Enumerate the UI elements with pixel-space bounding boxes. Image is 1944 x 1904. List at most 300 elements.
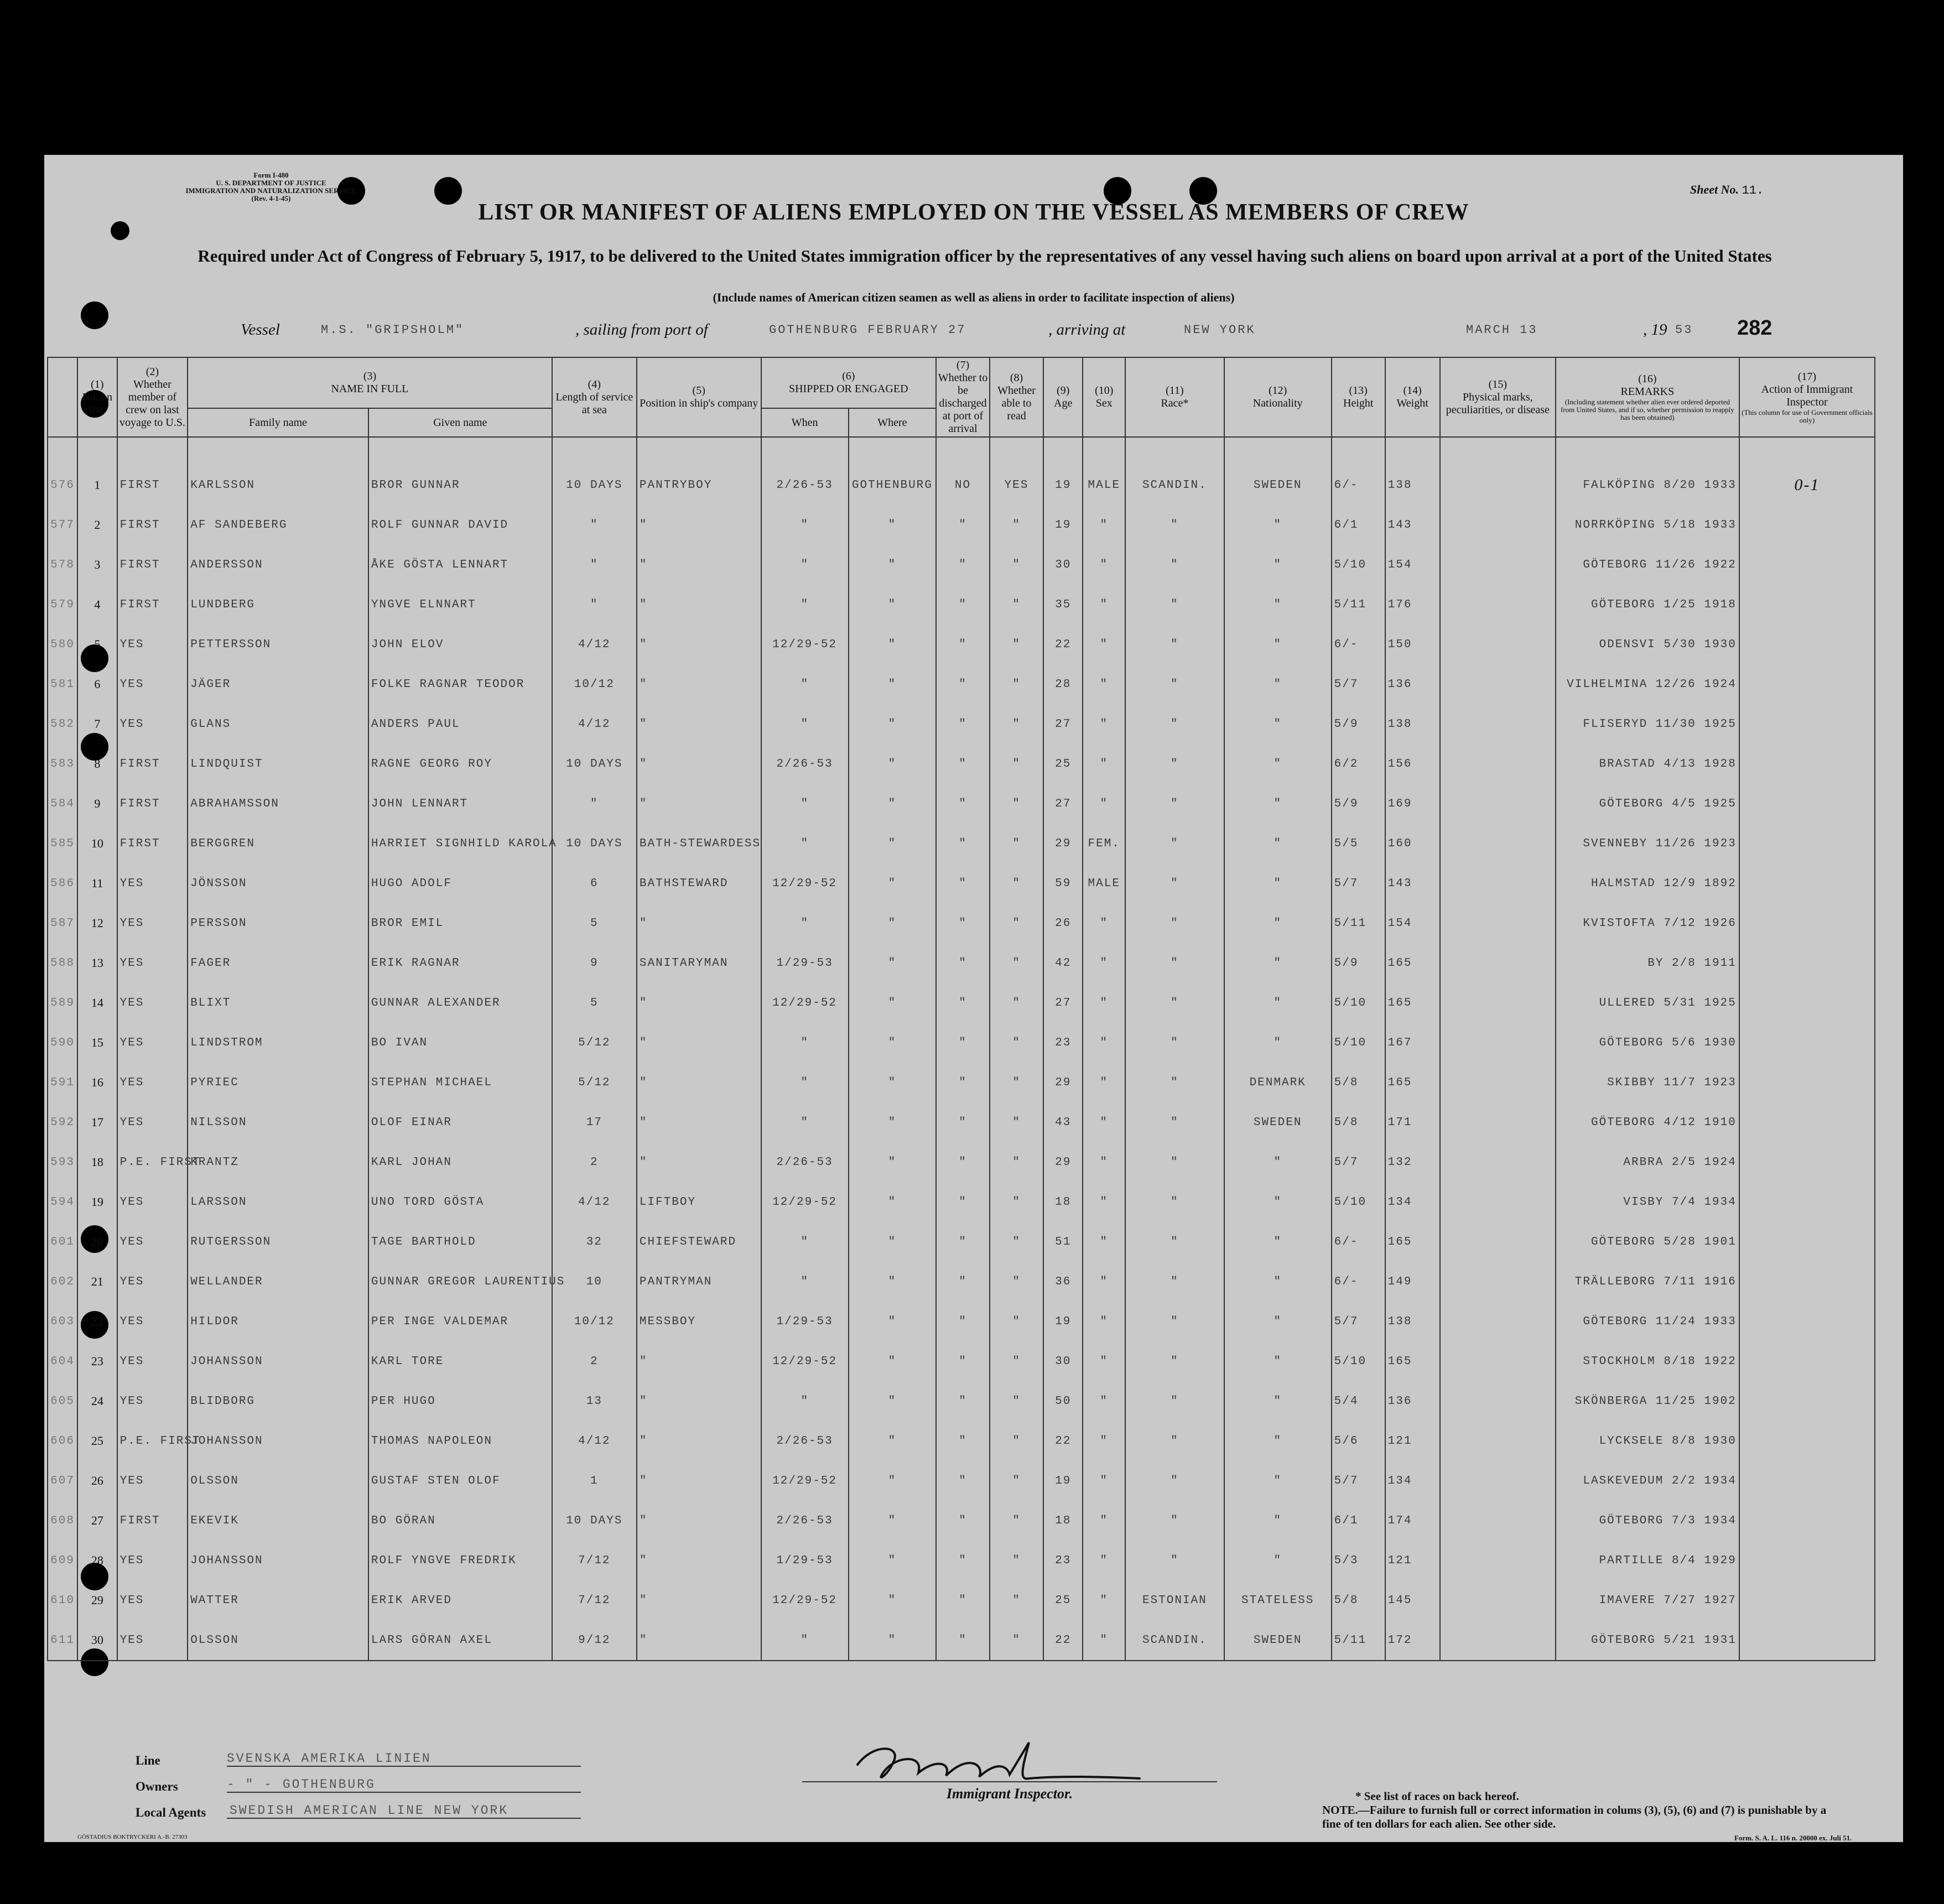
sex-cell: " — [1083, 1461, 1125, 1501]
prev-cell: YES — [117, 1541, 188, 1580]
list-number-cell: 577 — [48, 505, 77, 545]
row-number-cell: 5 — [77, 625, 117, 664]
disch-cell: " — [936, 903, 990, 943]
row-number-cell: 28 — [77, 1541, 117, 1580]
form-identifier — [160, 171, 382, 202]
prev-cell: YES — [117, 1023, 188, 1063]
position-cell: " — [637, 585, 761, 625]
action-cell — [1739, 903, 1875, 943]
remarks-cell: SKÖNBERGA 11/25 1902 — [1556, 1381, 1739, 1421]
action-cell — [1739, 1262, 1875, 1302]
service-cell: 5 — [552, 903, 637, 943]
read-cell: " — [990, 1421, 1043, 1461]
race-cell: " — [1125, 1222, 1224, 1262]
list-number-cell: 581 — [48, 664, 77, 704]
read-cell: " — [990, 983, 1043, 1023]
table-row — [48, 465, 1875, 505]
age-cell: 36 — [1043, 1262, 1083, 1302]
physical-marks-cell — [1440, 1421, 1556, 1461]
family-cell: LARSSON — [188, 1182, 368, 1222]
race-cell: " — [1125, 1063, 1224, 1102]
age-cell: 25 — [1043, 1580, 1083, 1620]
weight-cell: 138 — [1385, 704, 1440, 744]
nat-cell: SWEDEN — [1224, 1620, 1332, 1661]
disch-cell: " — [936, 625, 990, 664]
when-cell: 1/29-53 — [761, 1541, 849, 1580]
col-3: (3) NAME IN FULL — [188, 357, 552, 408]
race-cell: " — [1125, 505, 1224, 545]
weight-cell: 167 — [1385, 1023, 1440, 1063]
service-cell: 5/12 — [552, 1023, 637, 1063]
form-footer: Form. S. A. L. 116 n. 20000 ex. Juli 51. — [1734, 1834, 1852, 1842]
race-cell: " — [1125, 1501, 1224, 1541]
nat-cell: " — [1224, 863, 1332, 903]
family-cell: RUTGERSSON — [188, 1222, 368, 1262]
height-cell: 6/1 — [1332, 505, 1385, 545]
weight-cell: 171 — [1385, 1102, 1440, 1142]
disch-cell: " — [936, 1302, 990, 1341]
action-cell — [1739, 1102, 1875, 1142]
action-cell — [1739, 1620, 1875, 1661]
sex-cell: " — [1083, 1262, 1125, 1302]
sex-cell: " — [1083, 625, 1125, 664]
when-cell: 2/26-53 — [761, 1142, 849, 1182]
age-cell: 18 — [1043, 1501, 1083, 1541]
given-cell: JOHN LENNART — [368, 784, 552, 824]
physical-marks-cell — [1440, 903, 1556, 943]
family-cell: OLSSON — [188, 1461, 368, 1501]
list-number-cell: 590 — [48, 1023, 77, 1063]
given-cell: HARRIET SIGNHILD KAROLA — [368, 824, 552, 863]
nat-cell: " — [1224, 943, 1332, 983]
row-number-cell: 24 — [77, 1381, 117, 1421]
age-cell: 23 — [1043, 1541, 1083, 1580]
row-number-cell: 23 — [77, 1341, 117, 1381]
nat-cell: " — [1224, 1381, 1332, 1421]
age-cell: 26 — [1043, 903, 1083, 943]
age-cell: 19 — [1043, 465, 1083, 505]
physical-marks-cell — [1440, 664, 1556, 704]
weight-cell: 165 — [1385, 943, 1440, 983]
sex-cell: MALE — [1083, 465, 1125, 505]
page-title: LIST OR MANIFEST OF ALIENS EMPLOYED ON THE VESSEL AS MEMBERS OF CREW — [478, 200, 1469, 225]
action-cell — [1739, 1461, 1875, 1501]
table-row — [48, 1102, 1875, 1142]
weight-cell: 121 — [1385, 1421, 1440, 1461]
race-cell: " — [1125, 1102, 1224, 1142]
sex-cell: " — [1083, 983, 1125, 1023]
port-value: GOTHENBURG FEBRUARY 27 — [769, 323, 966, 337]
prev-cell: FIRST — [117, 1501, 188, 1541]
service-cell: 4/12 — [552, 1182, 637, 1222]
read-cell: " — [990, 1182, 1043, 1222]
sex-cell: " — [1083, 545, 1125, 585]
physical-marks-cell — [1440, 1222, 1556, 1262]
height-cell: 5/6 — [1332, 1421, 1385, 1461]
sheet-label: Sheet No. — [1690, 183, 1739, 196]
height-cell: 5/7 — [1332, 863, 1385, 903]
service-cell: 2 — [552, 1142, 637, 1182]
col-11: (11) Race* — [1125, 357, 1224, 437]
where-cell: " — [849, 744, 936, 784]
remarks-cell: GÖTEBORG 5/6 1930 — [1556, 1023, 1739, 1063]
nat-cell: " — [1224, 744, 1332, 784]
physical-marks-cell — [1440, 704, 1556, 744]
sex-cell: " — [1083, 1580, 1125, 1620]
given-cell: GUNNAR GREGOR LAURENTIUS — [368, 1262, 552, 1302]
list-number-cell: 583 — [48, 744, 77, 784]
remarks-cell: GÖTEBORG 1/25 1918 — [1556, 585, 1739, 625]
sex-cell: " — [1083, 505, 1125, 545]
where-cell: " — [849, 943, 936, 983]
table-row — [48, 704, 1875, 744]
where-cell: " — [849, 1461, 936, 1501]
age-cell: 19 — [1043, 1302, 1083, 1341]
position-cell: " — [637, 903, 761, 943]
family-cell: KARLSSON — [188, 465, 368, 505]
service-cell: 5 — [552, 983, 637, 1023]
given-cell: ERIK RAGNAR — [368, 943, 552, 983]
where-cell: " — [849, 1620, 936, 1661]
service-cell: 7/12 — [552, 1580, 637, 1620]
nat-cell: " — [1224, 545, 1332, 585]
where-cell: " — [849, 545, 936, 585]
height-cell: 5/10 — [1332, 983, 1385, 1023]
where-cell: " — [849, 1222, 936, 1262]
row-number-cell: 12 — [77, 903, 117, 943]
service-cell: 32 — [552, 1222, 637, 1262]
height-cell: 5/10 — [1332, 1023, 1385, 1063]
family-cell: GLANS — [188, 704, 368, 744]
row-number-cell: 15 — [77, 1023, 117, 1063]
year-value: 53 — [1675, 323, 1693, 337]
position-cell: " — [637, 1063, 761, 1102]
weight-cell: 121 — [1385, 1541, 1440, 1580]
read-cell: " — [990, 1302, 1043, 1341]
read-cell: " — [990, 1222, 1043, 1262]
position-cell: " — [637, 1023, 761, 1063]
read-cell: " — [990, 664, 1043, 704]
height-cell: 5/10 — [1332, 1341, 1385, 1381]
service-cell: 9/12 — [552, 1620, 637, 1661]
prev-cell: YES — [117, 1341, 188, 1381]
remarks-cell: ULLERED 5/31 1925 — [1556, 983, 1739, 1023]
age-cell: 22 — [1043, 1620, 1083, 1661]
physical-marks-cell — [1440, 863, 1556, 903]
remarks-cell: GÖTEBORG 11/26 1922 — [1556, 545, 1739, 585]
nat-cell: SWEDEN — [1224, 465, 1332, 505]
owners-value: - " - GOTHENBURG — [227, 1777, 376, 1792]
when-cell: " — [761, 505, 849, 545]
remarks-cell: SVENNEBY 11/26 1923 — [1556, 824, 1739, 863]
list-number-cell: 593 — [48, 1142, 77, 1182]
given-cell: UNO TORD GÖSTA — [368, 1182, 552, 1222]
owners-rule — [227, 1792, 581, 1793]
physical-marks-cell — [1440, 784, 1556, 824]
position-cell: " — [637, 1421, 761, 1461]
sex-cell: " — [1083, 1023, 1125, 1063]
age-cell: 51 — [1043, 1222, 1083, 1262]
weight-cell: 136 — [1385, 1381, 1440, 1421]
table-row — [48, 1381, 1875, 1421]
prev-cell: YES — [117, 1063, 188, 1102]
physical-marks-cell — [1440, 1262, 1556, 1302]
where-cell: " — [849, 1102, 936, 1142]
weight-cell: 138 — [1385, 1302, 1440, 1341]
height-cell: 5/4 — [1332, 1381, 1385, 1421]
height-cell: 5/8 — [1332, 1063, 1385, 1102]
height-cell: 5/9 — [1332, 784, 1385, 824]
position-cell: PANTRYMAN — [637, 1262, 761, 1302]
race-cell: ESTONIAN — [1125, 1580, 1224, 1620]
table-row — [48, 1142, 1875, 1182]
where-cell: " — [849, 1541, 936, 1580]
nat-cell: DENMARK — [1224, 1063, 1332, 1102]
given-cell: GUSTAF STEN OLOF — [368, 1461, 552, 1501]
physical-marks-cell — [1440, 1501, 1556, 1541]
height-cell: 5/7 — [1332, 1461, 1385, 1501]
weight-cell: 154 — [1385, 545, 1440, 585]
physical-marks-cell — [1440, 1063, 1556, 1102]
physical-marks-cell — [1440, 505, 1556, 545]
prev-cell: FIRST — [117, 465, 188, 505]
age-cell: 59 — [1043, 863, 1083, 903]
where-cell: " — [849, 863, 936, 903]
read-cell: " — [990, 1580, 1043, 1620]
footnote-penalty: NOTE.—Failure to furnish full or correct information in colums (3), (5), (6) and (7) is punishable by a fine of ten dollars for each alien. See other side. — [1322, 1803, 1827, 1830]
weight-cell: 134 — [1385, 1182, 1440, 1222]
read-cell: " — [990, 784, 1043, 824]
row-number-cell: 2 — [77, 505, 117, 545]
position-cell: BATHSTEWARD — [637, 863, 761, 903]
weight-cell: 149 — [1385, 1262, 1440, 1302]
where-cell: " — [849, 1142, 936, 1182]
action-cell — [1739, 863, 1875, 903]
table-row — [48, 1501, 1875, 1541]
sex-cell: FEM. — [1083, 824, 1125, 863]
row-number-cell: 30 — [77, 1620, 117, 1661]
family-cell: EKEVIK — [188, 1501, 368, 1541]
action-cell — [1739, 1222, 1875, 1262]
physical-marks-cell — [1440, 983, 1556, 1023]
when-cell: " — [761, 585, 849, 625]
disch-cell: " — [936, 1023, 990, 1063]
position-cell: " — [637, 704, 761, 744]
table-row — [48, 1341, 1875, 1381]
nat-cell: " — [1224, 824, 1332, 863]
disch-cell: NO — [936, 465, 990, 505]
sheet-value: 11. — [1742, 184, 1764, 197]
age-cell: 19 — [1043, 505, 1083, 545]
when-cell: 12/29-52 — [761, 625, 849, 664]
department: U. S. DEPARTMENT OF JUSTICE — [216, 179, 326, 187]
given-cell: ERIK ARVED — [368, 1580, 552, 1620]
line-value: SVENSKA AMERIKA LINIEN — [227, 1751, 432, 1766]
given-cell: ANDERS PAUL — [368, 704, 552, 744]
list-number-cell: 594 — [48, 1182, 77, 1222]
height-cell: 5/9 — [1332, 943, 1385, 983]
sex-cell: " — [1083, 1302, 1125, 1341]
prev-cell: YES — [117, 664, 188, 704]
disch-cell: " — [936, 943, 990, 983]
age-cell: 43 — [1043, 1102, 1083, 1142]
service-cell: 7/12 — [552, 1541, 637, 1580]
list-number-cell: 604 — [48, 1341, 77, 1381]
remarks-cell: GÖTEBORG 4/5 1925 — [1556, 784, 1739, 824]
where-cell: " — [849, 1421, 936, 1461]
service-cell: 10/12 — [552, 1302, 637, 1341]
sex-cell: " — [1083, 1102, 1125, 1142]
footnotes — [1322, 1789, 1842, 1831]
row-number-cell: 14 — [77, 983, 117, 1023]
sex-cell: " — [1083, 784, 1125, 824]
table-row — [48, 744, 1875, 784]
position-cell: " — [637, 1580, 761, 1620]
position-cell: CHIEFSTEWARD — [637, 1222, 761, 1262]
row-number-cell: 22 — [77, 1302, 117, 1341]
service-cell: 13 — [552, 1381, 637, 1421]
col-6: (6) SHIPPED OR ENGAGED — [761, 357, 937, 408]
given-cell: YNGVE ELNNART — [368, 585, 552, 625]
given-cell: HUGO ADOLF — [368, 863, 552, 903]
row-number-cell: 1 — [77, 465, 117, 505]
where-cell: " — [849, 1182, 936, 1222]
nat-cell: " — [1224, 903, 1332, 943]
nat-cell: " — [1224, 1023, 1332, 1063]
position-cell: LIFTBOY — [637, 1182, 761, 1222]
sex-cell: " — [1083, 1063, 1125, 1102]
row-number-cell: 6 — [77, 664, 117, 704]
height-cell: 6/- — [1332, 1222, 1385, 1262]
when-cell: " — [761, 1023, 849, 1063]
list-number-cell: 607 — [48, 1461, 77, 1501]
disch-cell: " — [936, 1541, 990, 1580]
physical-marks-cell — [1440, 1182, 1556, 1222]
col-given-name: Given name — [368, 408, 552, 437]
race-cell: " — [1125, 744, 1224, 784]
read-cell: " — [990, 704, 1043, 744]
col-where: Where — [849, 408, 936, 437]
manifest-sheet — [44, 155, 1903, 1842]
col-2: (2) Whether member of crew on last voyage to U.S. — [117, 357, 188, 437]
when-cell: " — [761, 1222, 849, 1262]
action-cell — [1739, 1341, 1875, 1381]
col-16: (16) REMARKS (Including statement whether alien ever ordered deported from United States, and if so, whether permission to reapply has been obtained) — [1556, 357, 1739, 437]
row-number-cell: 11 — [77, 863, 117, 903]
sex-cell: " — [1083, 943, 1125, 983]
where-cell: " — [849, 664, 936, 704]
when-cell: 2/26-53 — [761, 465, 849, 505]
family-cell: PETTERSSON — [188, 625, 368, 664]
prev-cell: YES — [117, 863, 188, 903]
list-number-cell: 591 — [48, 1063, 77, 1102]
when-cell: " — [761, 1102, 849, 1142]
remarks-cell: FALKÖPING 8/20 1933 — [1556, 465, 1739, 505]
race-cell: SCANDIN. — [1125, 465, 1224, 505]
when-cell: " — [761, 1620, 849, 1661]
disch-cell: " — [936, 824, 990, 863]
age-cell: 29 — [1043, 824, 1083, 863]
table-row — [48, 1262, 1875, 1302]
sex-cell: " — [1083, 1182, 1125, 1222]
row-number-cell: 19 — [77, 1182, 117, 1222]
where-cell: " — [849, 1580, 936, 1620]
read-cell: " — [990, 1501, 1043, 1541]
table-row — [48, 1580, 1875, 1620]
weight-cell: 156 — [1385, 744, 1440, 784]
sex-cell: " — [1083, 1222, 1125, 1262]
position-cell: " — [637, 545, 761, 585]
col-7: (7) Whether to be discharged at port of arrival — [936, 357, 990, 437]
weight-cell: 134 — [1385, 1461, 1440, 1501]
age-cell: 23 — [1043, 1023, 1083, 1063]
service-cell: 4/12 — [552, 1421, 637, 1461]
action-cell — [1739, 1501, 1875, 1541]
row-number-cell: 4 — [77, 585, 117, 625]
form-revision: (Rev. 4-1-45) — [251, 194, 291, 202]
table-row — [48, 585, 1875, 625]
read-cell: " — [990, 1341, 1043, 1381]
service-cell: 10 DAYS — [552, 1501, 637, 1541]
nat-cell: " — [1224, 1302, 1332, 1341]
height-cell: 6/- — [1332, 1262, 1385, 1302]
prev-cell: YES — [117, 1461, 188, 1501]
given-cell: ÅKE GÖSTA LENNART — [368, 545, 552, 585]
footnote-races: * See list of races on back hereof. — [1355, 1789, 1519, 1803]
when-cell: " — [761, 903, 849, 943]
physical-marks-cell — [1440, 1381, 1556, 1421]
when-cell: 12/29-52 — [761, 1341, 849, 1381]
col-10: (10) Sex — [1083, 357, 1125, 437]
physical-marks-cell — [1440, 465, 1556, 505]
given-cell: RAGNE GEORG ROY — [368, 744, 552, 784]
sex-cell: " — [1083, 1421, 1125, 1461]
action-cell — [1739, 1302, 1875, 1341]
disch-cell: " — [936, 1620, 990, 1661]
age-cell: 35 — [1043, 585, 1083, 625]
page-subtitle: Required under Act of Congress of February 5, 1917, to be delivered to the United States immigration officer by the representatives of any vessel having such aliens on board upon arrival at a port of the United States — [197, 246, 1772, 266]
disch-cell: " — [936, 1102, 990, 1142]
prev-cell: FIRST — [117, 784, 188, 824]
prev-cell: YES — [117, 943, 188, 983]
weight-cell: 143 — [1385, 863, 1440, 903]
family-cell: BLIDBORG — [188, 1381, 368, 1421]
disch-cell: " — [936, 784, 990, 824]
race-cell: " — [1125, 903, 1224, 943]
remarks-cell: KVISTOFTA 7/12 1926 — [1556, 903, 1739, 943]
table-row — [48, 1461, 1875, 1501]
col-13: (13) Height — [1332, 357, 1385, 437]
service-cell: 17 — [552, 1102, 637, 1142]
height-cell: 5/11 — [1332, 903, 1385, 943]
where-cell: " — [849, 784, 936, 824]
sex-cell: " — [1083, 1501, 1125, 1541]
remarks-cell: GÖTEBORG 5/28 1901 — [1556, 1222, 1739, 1262]
nat-cell: " — [1224, 664, 1332, 704]
action-cell — [1739, 704, 1875, 744]
arriving-value: NEW YORK — [1184, 323, 1256, 337]
printer-mark: GÖSTADIUS BOKTRYCKERI A.-B. 27303 — [77, 1834, 188, 1840]
action-cell — [1739, 1541, 1875, 1580]
prev-cell: YES — [117, 1182, 188, 1222]
physical-marks-cell — [1440, 1580, 1556, 1620]
when-cell: " — [761, 784, 849, 824]
race-cell: " — [1125, 1461, 1224, 1501]
col-14: (14) Weight — [1385, 357, 1440, 437]
family-cell: JOHANSSON — [188, 1341, 368, 1381]
when-cell: " — [761, 664, 849, 704]
position-cell: " — [637, 625, 761, 664]
